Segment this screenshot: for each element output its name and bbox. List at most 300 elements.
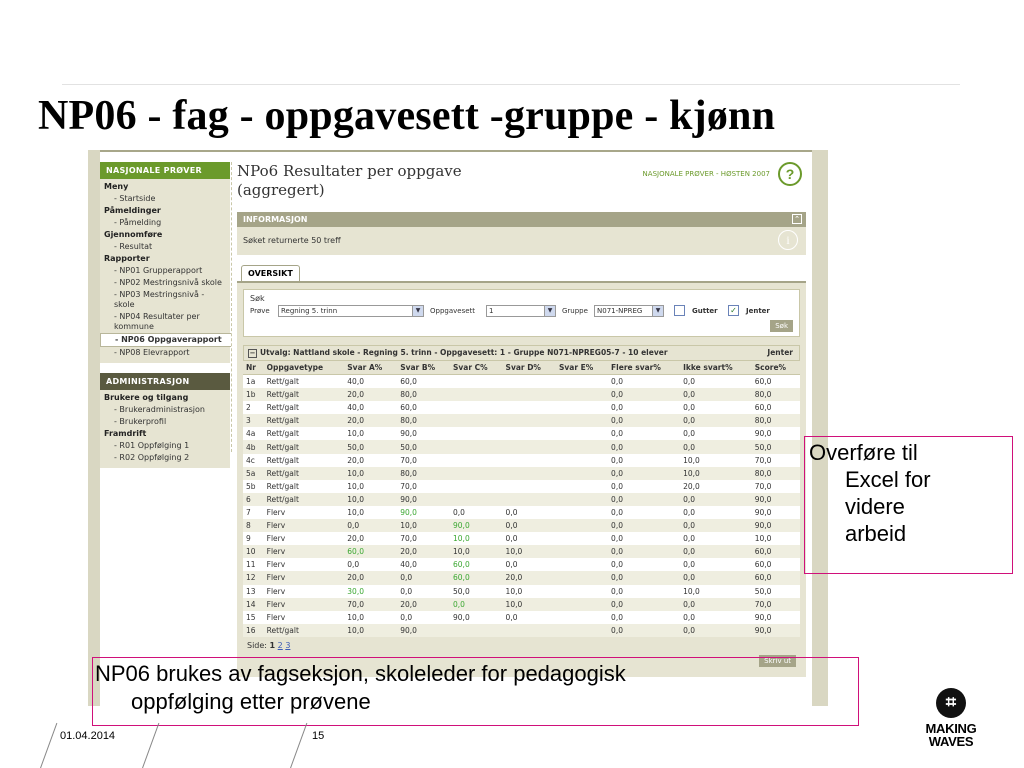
table-cell	[556, 519, 608, 532]
logo-line1: MAKING	[925, 721, 977, 736]
table-cell: 90,0	[397, 624, 450, 637]
table-cell: 10,0	[344, 624, 397, 637]
table-row	[243, 558, 800, 571]
prove-value: Regning 5. trinn	[281, 307, 338, 315]
table-row	[243, 467, 800, 480]
table-cell	[556, 401, 608, 414]
search-button[interactable]: Søk	[770, 320, 793, 332]
table-cell: Flerv	[264, 585, 345, 598]
table-cell: 0,0	[608, 545, 680, 558]
sidebar-item[interactable]: - NP04 Resultater per kommune	[114, 312, 200, 331]
table-cell: 0,0	[608, 480, 680, 493]
table-cell: 0,0	[397, 611, 450, 624]
table-cell: Rett/galt	[264, 375, 345, 389]
table-cell: 90,0	[397, 506, 450, 519]
table-cell: 0,0	[608, 585, 680, 598]
table-cell: 14	[243, 598, 264, 611]
main-content	[237, 162, 806, 677]
table-row	[243, 480, 800, 493]
table-cell: Rett/galt	[264, 388, 345, 401]
table-cell	[450, 401, 503, 414]
table-cell	[556, 440, 608, 453]
sidebar-item[interactable]: - NP08 Elevrapport	[114, 348, 190, 357]
tab-oversikt[interactable]: OVERSIKT	[241, 265, 300, 281]
table-cell: Flerv	[264, 545, 345, 558]
sidebar-item[interactable]: - NP06 Oppgaverapport	[100, 333, 231, 347]
sidebar-title: NASJONALE PRØVER	[100, 162, 230, 179]
search-panel	[243, 289, 800, 337]
gruppe-select[interactable]	[594, 305, 664, 317]
table-cell: 6	[243, 493, 264, 506]
table-cell	[556, 585, 608, 598]
table-cell	[450, 427, 503, 440]
column-header: Ikke svart%	[680, 361, 752, 375]
table-cell: 50,0	[450, 585, 503, 598]
table-cell: 60,0	[752, 558, 800, 571]
table-cell: 1b	[243, 388, 264, 401]
table-cell: 0,0	[680, 401, 752, 414]
jenter-checkbox[interactable]: ✓	[728, 305, 739, 316]
tab-panel	[237, 281, 806, 677]
table-cell	[450, 440, 503, 453]
table-cell: 0,0	[680, 440, 752, 453]
table-cell	[556, 624, 608, 637]
admin-group-label: Framdrift	[104, 429, 147, 438]
table-cell: 20,0	[344, 454, 397, 467]
table-cell: 0,0	[680, 558, 752, 571]
sidebar-group-label: Påmeldinger	[104, 206, 161, 215]
result-header-text: Utvalg: Nattland skole - Regning 5. trinn - Oppgavesett: 1 - Gruppe N071-NPREG05-7 - 10 elever	[260, 348, 668, 357]
table-cell: 0,0	[450, 598, 503, 611]
help-icon[interactable]: ?	[778, 162, 802, 186]
search-heading: Søk	[250, 294, 265, 303]
prove-select[interactable]	[278, 305, 424, 317]
sidebar-item[interactable]: - Resultat	[114, 242, 153, 251]
table-cell	[556, 545, 608, 558]
table-cell: 0,0	[680, 388, 752, 401]
table-cell: 10,0	[503, 545, 556, 558]
table-cell: 0,0	[503, 519, 556, 532]
table-cell: 0,0	[608, 493, 680, 506]
table-cell: 10,0	[344, 506, 397, 519]
table-cell: 20,0	[344, 414, 397, 427]
footer-slash	[142, 723, 159, 768]
table-cell: 0,0	[608, 401, 680, 414]
column-header: Score%	[752, 361, 800, 375]
table-cell: 10	[243, 545, 264, 558]
table-cell: 0,0	[503, 558, 556, 571]
table-cell	[556, 414, 608, 427]
table-cell	[556, 558, 608, 571]
column-header: Svar D%	[503, 361, 556, 375]
making-waves-logo	[900, 722, 1002, 748]
table-cell: Rett/galt	[264, 414, 345, 427]
table-cell: 0,0	[680, 493, 752, 506]
table-cell: Flerv	[264, 611, 345, 624]
table-cell	[556, 375, 608, 389]
table-cell: 8	[243, 519, 264, 532]
print-button[interactable]: Skriv ut	[759, 655, 796, 667]
table-cell: 0,0	[608, 519, 680, 532]
table-cell: 5b	[243, 480, 264, 493]
table-cell: 4a	[243, 427, 264, 440]
table-cell: 0,0	[608, 414, 680, 427]
table-cell: 10,0	[344, 611, 397, 624]
table-cell: 13	[243, 585, 264, 598]
gutter-checkbox[interactable]	[674, 305, 685, 316]
info-bar	[237, 212, 806, 227]
table-cell	[556, 611, 608, 624]
table-cell: 0,0	[608, 611, 680, 624]
table-cell: 90,0	[397, 427, 450, 440]
table-row	[243, 519, 800, 532]
table-cell: Flerv	[264, 506, 345, 519]
table-cell: Rett/galt	[264, 493, 345, 506]
table-cell: 20,0	[344, 571, 397, 584]
table-cell: 0,0	[503, 506, 556, 519]
admin-menu	[100, 390, 230, 468]
results-table	[243, 361, 800, 637]
table-cell: 0,0	[680, 532, 752, 545]
callout-usage	[92, 657, 859, 726]
pager-page-3[interactable]: 3	[285, 640, 291, 650]
table-row	[243, 493, 800, 506]
result-header-gender: Jenter	[767, 348, 793, 357]
table-cell: 80,0	[752, 414, 800, 427]
page-heading-line1: NPo6 Resultater per oppgave	[237, 162, 462, 180]
table-row	[243, 611, 800, 624]
table-cell	[556, 480, 608, 493]
column-header: Flere svar%	[608, 361, 680, 375]
table-cell: 10,0	[397, 519, 450, 532]
table-cell: 90,0	[752, 624, 800, 637]
page-heading	[237, 162, 507, 200]
gutter-label: Gutter	[692, 307, 718, 315]
table-cell: 60,0	[752, 571, 800, 584]
table-cell: 10,0	[752, 532, 800, 545]
pager-page-2[interactable]: 2	[277, 640, 283, 650]
page-heading-line2: (aggregert)	[237, 181, 325, 199]
table-cell: 20,0	[344, 388, 397, 401]
table-cell: Rett/galt	[264, 440, 345, 453]
table-cell: 0,0	[680, 506, 752, 519]
table-cell: 10,0	[344, 467, 397, 480]
table-cell: 70,0	[344, 598, 397, 611]
gruppe-value: N071-NPREG	[597, 307, 643, 315]
table-cell	[503, 493, 556, 506]
table-cell: Rett/galt	[264, 467, 345, 480]
jenter-label: Jenter	[746, 307, 770, 315]
table-cell: 60,0	[344, 545, 397, 558]
table-cell: 60,0	[397, 375, 450, 389]
table-cell: 0,0	[608, 598, 680, 611]
table-cell: 3	[243, 414, 264, 427]
table-cell: 12	[243, 571, 264, 584]
table-cell: Rett/galt	[264, 401, 345, 414]
table-cell: 20,0	[344, 532, 397, 545]
table-cell: 10,0	[344, 427, 397, 440]
table-cell: 9	[243, 532, 264, 545]
table-row	[243, 427, 800, 440]
table-cell: 10,0	[680, 467, 752, 480]
info-text: Søket returnerte 50 treff	[243, 236, 341, 245]
table-cell: 0,0	[344, 558, 397, 571]
table-cell: 50,0	[397, 440, 450, 453]
table-cell: 70,0	[752, 454, 800, 467]
table-row	[243, 598, 800, 611]
table-cell	[556, 506, 608, 519]
table-row	[243, 375, 800, 389]
search-row	[250, 305, 790, 319]
callout-export-line4: arbeid	[845, 521, 907, 546]
callout-export-line1: Overføre til	[809, 440, 918, 465]
table-cell: 2	[243, 401, 264, 414]
sidebar-group-label: Rapporter	[104, 254, 150, 263]
table-cell: 60,0	[450, 558, 503, 571]
column-header: Svar A%	[344, 361, 397, 375]
table-cell: 0,0	[608, 624, 680, 637]
table-cell: 0,0	[608, 532, 680, 545]
admin-title: ADMINISTRASJON	[100, 373, 230, 390]
sidebar-item[interactable]: - NP01 Grupperapport	[114, 266, 203, 275]
table-cell: 90,0	[752, 506, 800, 519]
logo-line2: WAVES	[928, 734, 974, 749]
admin-group-label: Brukere og tilgang	[104, 393, 189, 402]
sidebar-item[interactable]: - NP02 Mestringsnivå skole	[114, 278, 222, 287]
table-cell: 15	[243, 611, 264, 624]
callout-export	[804, 436, 1013, 574]
admin-item[interactable]: - Brukeradministrasjon	[114, 405, 205, 414]
table-cell: 4c	[243, 454, 264, 467]
table-cell: 40,0	[344, 401, 397, 414]
table-row	[243, 545, 800, 558]
gruppe-label: Gruppe	[562, 307, 588, 315]
table-cell	[503, 624, 556, 637]
app-window	[100, 150, 812, 706]
table-cell: 50,0	[752, 585, 800, 598]
table-cell	[556, 427, 608, 440]
column-header: Nr	[243, 361, 264, 375]
table-cell: 80,0	[752, 388, 800, 401]
table-cell: 0,0	[397, 571, 450, 584]
result-header	[243, 345, 800, 361]
callout-usage-line2: oppfølging etter prøvene	[131, 689, 371, 714]
table-header-row	[243, 361, 800, 375]
pager-label: Side:	[247, 640, 267, 650]
table-cell	[503, 388, 556, 401]
admin-item[interactable]: - R02 Oppfølging 2	[114, 453, 190, 462]
table-cell	[503, 401, 556, 414]
table-cell: 0,0	[503, 611, 556, 624]
table-cell: 10,0	[344, 493, 397, 506]
sidebar	[100, 162, 230, 468]
sidebar-item[interactable]: - NP03 Mestringsnivå - skole	[114, 290, 205, 309]
table-cell: 10,0	[680, 585, 752, 598]
table-cell	[503, 440, 556, 453]
table-cell: 10,0	[344, 480, 397, 493]
column-header: Svar B%	[397, 361, 450, 375]
info-title: INFORMASJON	[243, 215, 308, 224]
table-cell	[450, 454, 503, 467]
table-cell: 0,0	[608, 558, 680, 571]
table-cell: 10,0	[450, 545, 503, 558]
table-cell: 0,0	[680, 427, 752, 440]
table-cell	[450, 388, 503, 401]
table-cell: 60,0	[752, 375, 800, 389]
table-cell	[556, 388, 608, 401]
table-cell: Rett/galt	[264, 427, 345, 440]
table-cell	[556, 598, 608, 611]
table-cell	[556, 454, 608, 467]
table-row	[243, 440, 800, 453]
table-cell: 7	[243, 506, 264, 519]
table-cell: 10,0	[503, 585, 556, 598]
table-cell: 20,0	[397, 598, 450, 611]
table-cell	[450, 480, 503, 493]
table-cell: 4b	[243, 440, 264, 453]
oppgavesett-label: Oppgavesett	[430, 307, 476, 315]
sidebar-menu	[100, 179, 230, 363]
table-cell: 0,0	[680, 598, 752, 611]
table-cell: 20,0	[503, 571, 556, 584]
sidebar-group-label: Meny	[104, 182, 129, 191]
table-cell: 90,0	[752, 519, 800, 532]
sidebar-group-label: Gjennomføre	[104, 230, 163, 239]
table-cell	[450, 414, 503, 427]
footer-page-number: 15	[312, 730, 325, 742]
table-cell: 90,0	[397, 493, 450, 506]
oppgavesett-value: 1	[489, 307, 494, 315]
screenshot-frame	[88, 150, 828, 706]
column-header: Oppgavetype	[264, 361, 345, 375]
table-cell: 60,0	[450, 571, 503, 584]
column-header: Svar C%	[450, 361, 503, 375]
table-cell: 0,0	[608, 571, 680, 584]
chevron-down-icon: ▼	[652, 306, 663, 316]
admin-item[interactable]: - R01 Oppfølging 1	[114, 441, 190, 450]
table-cell: 0,0	[397, 585, 450, 598]
table-cell: 5a	[243, 467, 264, 480]
table-cell: 80,0	[397, 414, 450, 427]
sidebar-item[interactable]: - Påmelding	[114, 218, 162, 227]
table-cell	[503, 375, 556, 389]
admin-item[interactable]: - Brukerprofil	[114, 417, 167, 426]
table-cell: 70,0	[397, 480, 450, 493]
table-cell: Flerv	[264, 598, 345, 611]
slide-title: NP06 - fag - oppgavesett -gruppe - kjønn	[38, 93, 776, 139]
table-cell: 50,0	[344, 440, 397, 453]
table-cell: 40,0	[397, 558, 450, 571]
oppgavesett-select[interactable]	[486, 305, 556, 317]
table-cell: Rett/galt	[264, 624, 345, 637]
table-cell: 0,0	[344, 519, 397, 532]
table-cell: 90,0	[752, 493, 800, 506]
table-cell	[503, 480, 556, 493]
table-cell: 60,0	[397, 401, 450, 414]
table-cell: 0,0	[680, 545, 752, 558]
top-divider	[62, 84, 960, 85]
table-cell	[450, 467, 503, 480]
table-cell: 30,0	[344, 585, 397, 598]
table-cell: Rett/galt	[264, 454, 345, 467]
table-cell: 90,0	[450, 611, 503, 624]
table-cell: Flerv	[264, 519, 345, 532]
table-cell: 80,0	[397, 467, 450, 480]
table-cell: 90,0	[752, 427, 800, 440]
table-cell: 16	[243, 624, 264, 637]
table-cell: 0,0	[608, 388, 680, 401]
making-waves-logo-icon: ⌗	[936, 688, 966, 718]
table-cell: 0,0	[503, 532, 556, 545]
table-cell: 70,0	[752, 480, 800, 493]
table-cell	[556, 571, 608, 584]
table-cell: 0,0	[680, 611, 752, 624]
table-cell: 1a	[243, 375, 264, 389]
table-cell: 0,0	[608, 467, 680, 480]
collapse-icon[interactable]: −	[249, 349, 256, 357]
table-cell	[503, 467, 556, 480]
table-cell: 90,0	[450, 519, 503, 532]
table-cell: 40,0	[344, 375, 397, 389]
table-row	[243, 388, 800, 401]
table-row	[243, 532, 800, 545]
table-cell: 10,0	[503, 598, 556, 611]
column-header: Svar E%	[556, 361, 608, 375]
table-row	[243, 571, 800, 584]
table-cell: Rett/galt	[264, 480, 345, 493]
footer-slash	[40, 723, 57, 768]
sidebar-divider	[231, 162, 232, 452]
table-cell: 70,0	[752, 598, 800, 611]
table-cell: 0,0	[608, 454, 680, 467]
table-cell: 10,0	[450, 532, 503, 545]
sidebar-item[interactable]: - Startside	[114, 194, 156, 203]
table-cell: 0,0	[608, 375, 680, 389]
table-row	[243, 585, 800, 598]
table-cell: 20,0	[397, 545, 450, 558]
table-cell: 0,0	[680, 519, 752, 532]
table-cell	[503, 427, 556, 440]
table-cell: 0,0	[680, 414, 752, 427]
table-cell: 80,0	[397, 388, 450, 401]
table-cell: 20,0	[680, 480, 752, 493]
table-cell: 0,0	[680, 571, 752, 584]
table-cell: 80,0	[752, 467, 800, 480]
table-cell: 70,0	[397, 532, 450, 545]
table-cell: 60,0	[752, 401, 800, 414]
table-cell: 10,0	[680, 454, 752, 467]
footer-slash	[290, 723, 307, 768]
table-row	[243, 454, 800, 467]
info-body	[237, 227, 806, 255]
table-cell: 70,0	[397, 454, 450, 467]
table-row	[243, 624, 800, 637]
table-cell: 0,0	[680, 375, 752, 389]
exam-banner: NASJONALE PRØVER - HØSTEN 2007	[642, 170, 770, 178]
pager-page-1[interactable]: 1	[269, 640, 276, 650]
table-cell: Flerv	[264, 571, 345, 584]
table-cell: 0,0	[680, 624, 752, 637]
table-cell	[503, 414, 556, 427]
callout-export-line3: videre	[845, 494, 905, 519]
table-cell	[450, 493, 503, 506]
table-row	[243, 506, 800, 519]
table-cell	[556, 467, 608, 480]
table-cell	[556, 532, 608, 545]
table-cell: 11	[243, 558, 264, 571]
collapse-icon[interactable]: ⌃	[792, 214, 802, 224]
prove-label: Prøve	[250, 307, 270, 315]
